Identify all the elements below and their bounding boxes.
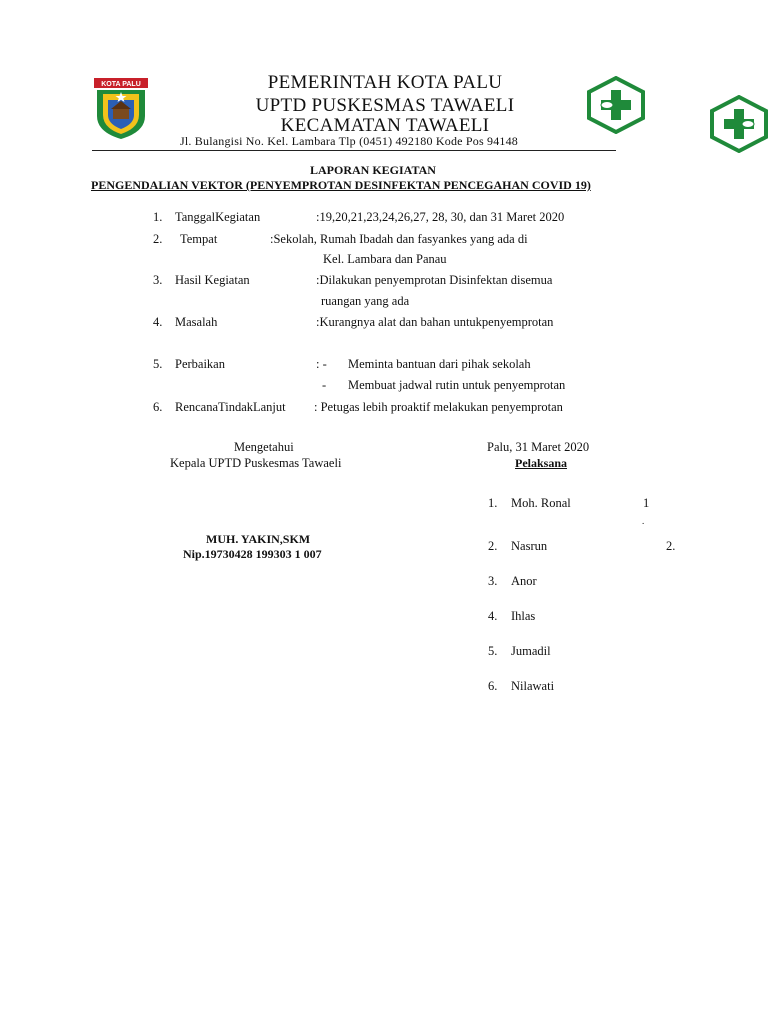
kota-palu-logo — [94, 78, 148, 140]
item-label: Masalah — [175, 315, 218, 329]
place-date: Palu, 31 Maret 2020 — [487, 440, 590, 454]
member-number: 5. — [488, 644, 498, 658]
header-line-1: PEMERINTAH KOTA PALU — [267, 72, 503, 93]
stray-mark: . — [642, 516, 645, 526]
member-number: 3. — [488, 574, 498, 588]
item-value-continued: ruangan yang ada — [321, 294, 410, 308]
item-value: :Dilakukan penyemprotan Disinfektan disemua — [316, 273, 553, 287]
header-line-2: UPTD PUSKESMAS TAWAELI — [255, 95, 515, 116]
member-number: 4. — [488, 609, 498, 623]
item-number: 5. — [153, 357, 163, 371]
item-value-continued: Kel. Lambara dan Panau — [323, 252, 447, 266]
item-label: Perbaikan — [175, 357, 225, 371]
item-dash: - — [322, 378, 327, 392]
member-name: Nasrun — [511, 539, 548, 553]
member-signature-number: 1 — [643, 496, 650, 510]
report-title: LAPORAN KEGIATAN — [310, 163, 436, 177]
head-title: Kepala UPTD Puskesmas Tawaeli — [170, 456, 342, 470]
item-value: :Sekolah, Rumah Ibadah dan fasyankes yang ada di — [270, 232, 528, 246]
item-value-continued: Membuat jadwal rutin untuk penyemprotan — [348, 378, 566, 392]
item-label: TanggalKegiatan — [175, 210, 261, 224]
item-number: 2. — [153, 232, 163, 246]
item-label: Hasil Kegiatan — [175, 273, 250, 287]
member-number: 6. — [488, 679, 498, 693]
item-value: Meminta bantuan dari pihak sekolah — [348, 357, 531, 371]
header-line-3: KECAMATAN TAWAELI — [280, 115, 490, 136]
item-colon: : - — [316, 357, 327, 371]
puskesmas-logo-secondary — [709, 95, 768, 153]
head-nip: Nip.19730428 199303 1 007 — [183, 547, 322, 561]
member-name: Nilawati — [511, 679, 555, 693]
header-address: Jl. Bulangisi No. Kel. Lambara Tlp (0451) 492180 Kode Pos 94148 — [180, 134, 519, 148]
member-signature-number: 2. — [666, 539, 676, 553]
member-name: Moh. Ronal — [511, 496, 571, 510]
svg-text:KOTA PALU: KOTA PALU — [101, 81, 141, 88]
item-label: RencanaTindakLanjut — [175, 400, 286, 414]
member-number: 1. — [488, 496, 498, 510]
item-label: Tempat — [180, 232, 218, 246]
item-value: :19,20,21,23,24,26,27, 28, 30, dan 31 Maret 2020 — [316, 210, 565, 224]
acknowledged-label: Mengetahui — [234, 440, 294, 454]
item-number: 6. — [153, 400, 163, 414]
item-number: 4. — [153, 315, 163, 329]
head-name: MUH. YAKIN,SKM — [206, 532, 311, 546]
item-value: : Petugas lebih proaktif melakukan penyemprotan — [314, 400, 563, 414]
item-number: 3. — [153, 273, 163, 287]
member-name: Jumadil — [511, 644, 551, 658]
item-number: 1. — [153, 210, 163, 224]
implementer-role: Pelaksana — [515, 456, 568, 470]
puskesmas-logo — [586, 76, 646, 134]
report-subtitle: PENGENDALIAN VEKTOR (PENYEMPROTAN DESINFEKTAN PENCEGAHAN COVID 19) — [91, 178, 591, 192]
member-name: Ihlas — [511, 609, 536, 623]
member-number: 2. — [488, 539, 498, 553]
item-value: :Kurangnya alat dan bahan untukpenyemprotan — [316, 315, 554, 329]
header-rule — [92, 150, 616, 151]
member-name: Anor — [511, 574, 537, 588]
